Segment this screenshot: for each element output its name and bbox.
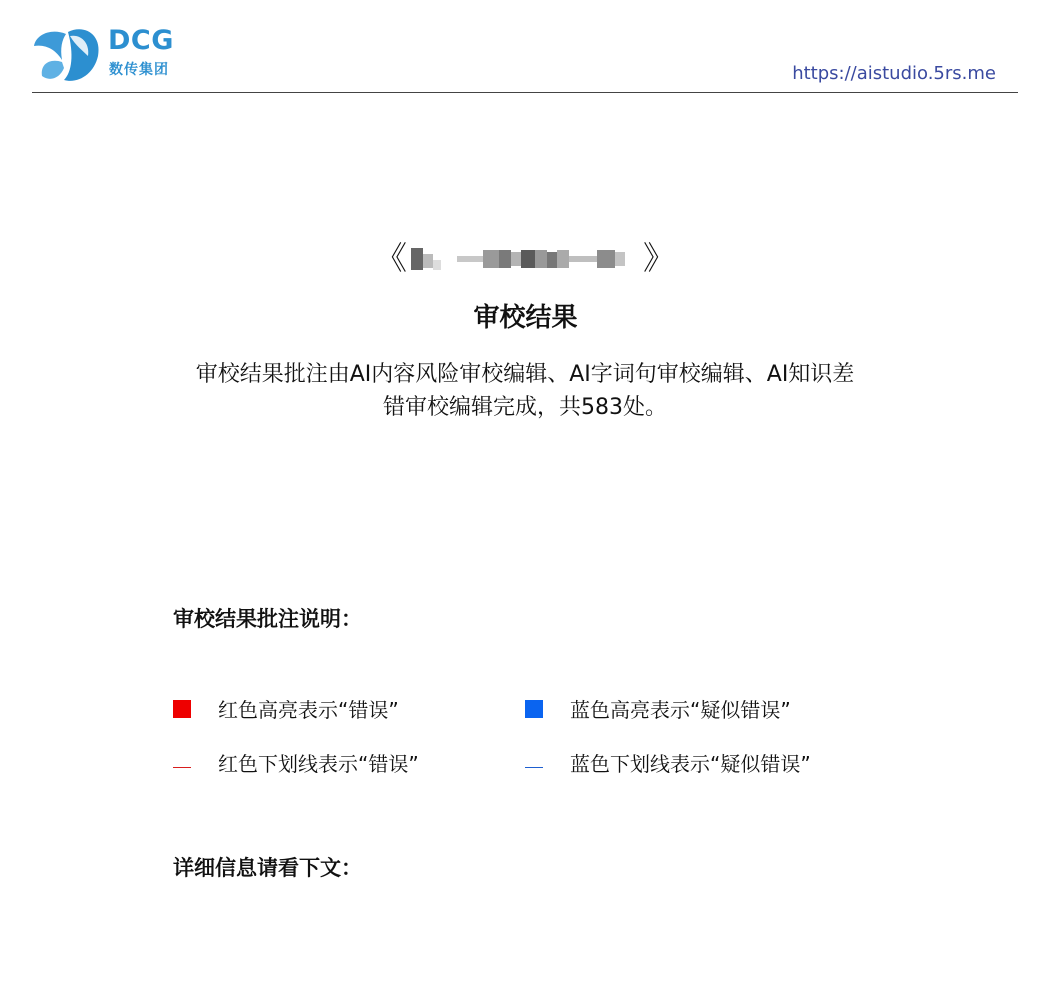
title-close-bracket: 》: [643, 239, 676, 277]
red-underline-swatch: [173, 767, 191, 768]
company-logo: [32, 24, 192, 86]
brand-name-en: DCG: [108, 25, 174, 56]
redacted-title: [405, 244, 645, 274]
legend-label: 蓝色下划线表示“疑似错误”: [570, 752, 811, 776]
butterfly-logo-icon: [32, 24, 104, 86]
summary-text: 审校结果批注由AI内容风险审校编辑、AI字词句审校编辑、AI知识差错审校编辑完成，共583处。: [195, 362, 855, 420]
blue-underline-swatch: [525, 767, 543, 768]
blue-highlight-swatch: [525, 700, 543, 718]
legend-label: 红色高亮表示“错误”: [218, 698, 399, 722]
section-title: 审校结果: [473, 303, 578, 333]
details-title: 详细信息请看下文：: [173, 856, 362, 880]
red-highlight-swatch: [173, 700, 191, 718]
site-url[interactable]: https://aistudio.5rs.me: [792, 63, 996, 84]
brand-name-cn: 数传集团: [109, 62, 169, 78]
page-header: [32, 22, 1018, 93]
legend-title: 审校结果批注说明：: [173, 607, 362, 631]
title-open-bracket: 《: [375, 239, 408, 277]
legend-label: 蓝色高亮表示“疑似错误”: [570, 698, 791, 722]
legend-label: 红色下划线表示“错误”: [218, 752, 419, 776]
